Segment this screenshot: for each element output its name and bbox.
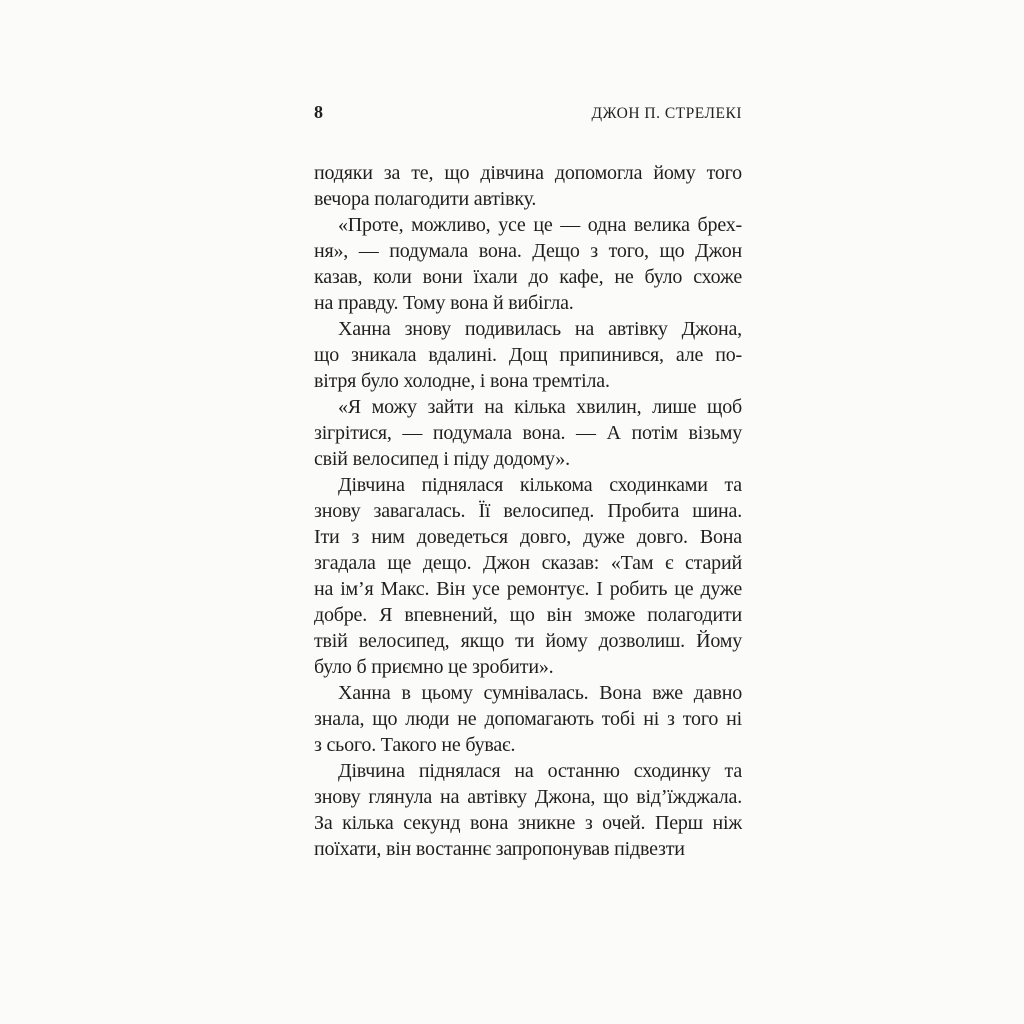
text-line: знову завагалась. Її велосипед. Пробита шина. bbox=[314, 500, 742, 522]
text-line: свій велосипед і піду додому». bbox=[314, 448, 570, 470]
text-line: Ханна в цьому сумнівалась. Вона вже давно bbox=[338, 682, 742, 704]
text-line: зігрітися, — подумала вона. — А потім візьму bbox=[314, 422, 742, 444]
text-line: «Проте, можливо, усе це — одна велика брех- bbox=[338, 214, 742, 236]
text-line: Ханна знову подивилась на автівку Джона, bbox=[338, 318, 742, 340]
text-line: ня», — подумала вона. Дещо з того, що Джон bbox=[314, 240, 742, 262]
text-line: знову глянула на автівку Джона, що від’їжджала. bbox=[314, 786, 742, 808]
page-number: 8 bbox=[314, 102, 323, 122]
text-line: що зникала вдалині. Дощ припинився, але по- bbox=[314, 344, 742, 366]
text-line: знала, що люди не допомагають тобі ні з того ні bbox=[314, 708, 742, 730]
text-line: За кілька секунд вона зникне з очей. Перш ніж bbox=[314, 812, 742, 834]
text-line: казав, коли вони їхали до кафе, не було схоже bbox=[314, 266, 742, 288]
text-line: на ім’я Макс. Він усе ремонтує. І робить це дуже bbox=[314, 578, 742, 600]
paragraph bbox=[314, 212, 742, 316]
text-line: було б приємно це зробити». bbox=[314, 656, 554, 678]
text-column bbox=[314, 0, 742, 1024]
text-line: подяки за те, що дівчина допомогла йому того bbox=[314, 162, 742, 184]
text-line: добре. Я впевнений, що він зможе полагодити bbox=[314, 604, 742, 626]
paragraph bbox=[314, 680, 742, 758]
paragraph bbox=[314, 472, 742, 680]
text-line: «Я можу зайти на кілька хвилин, лише щоб bbox=[338, 396, 742, 418]
text-line: з сього. Такого не буває. bbox=[314, 734, 516, 756]
paragraph bbox=[314, 758, 742, 862]
text-line: твій велосипед, якщо ти йому дозволиш. Йому bbox=[314, 630, 742, 652]
body-text bbox=[314, 160, 742, 862]
paragraph bbox=[314, 394, 742, 472]
page-header bbox=[314, 103, 742, 123]
text-line: на правду. Тому вона й вибігла. bbox=[314, 292, 574, 314]
text-line: вітря було холодне, і вона тремтіла. bbox=[314, 370, 610, 392]
paragraph bbox=[314, 316, 742, 394]
text-line: Іти з ним доведеться довго, дуже довго. Вона bbox=[314, 526, 742, 548]
paragraph bbox=[314, 160, 742, 212]
running-title: ДЖОН П. СТРЕЛЕКІ bbox=[591, 105, 742, 122]
text-line: Дівчина піднялася кількома сходинками та bbox=[338, 474, 742, 496]
text-line: вечора полагодити автівку. bbox=[314, 188, 537, 210]
text-line: згадала ще дещо. Джон сказав: «Там є старий bbox=[314, 552, 742, 574]
text-line: поїхати, він востаннє запропонував підвезти bbox=[314, 838, 685, 860]
text-line: Дівчина піднялася на останню сходинку та bbox=[338, 760, 742, 782]
